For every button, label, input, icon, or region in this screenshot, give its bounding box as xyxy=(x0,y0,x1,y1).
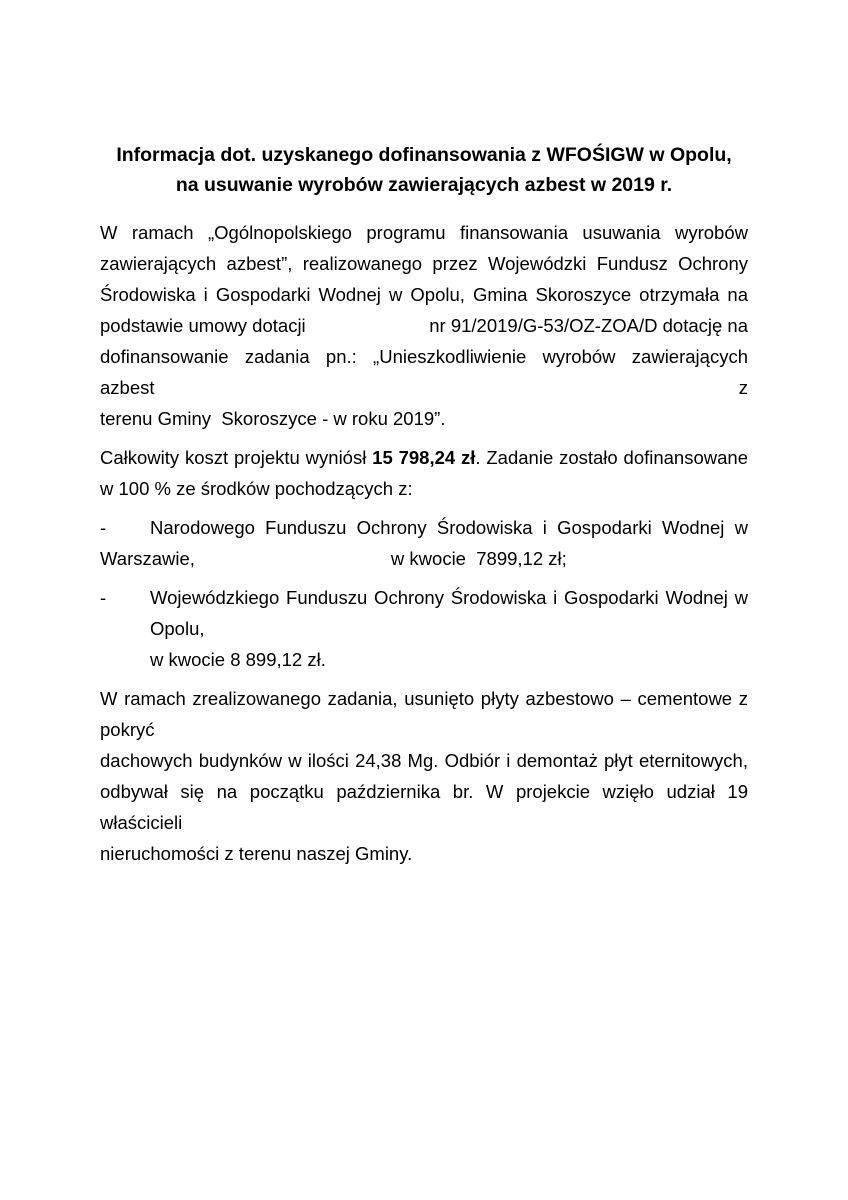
bullet-dash: - xyxy=(100,587,107,608)
title-line: Informacja dot. uzyskanego dofinansowania z WFOŚIGW w Opolu, xyxy=(116,144,732,166)
title-line: na usuwanie wyrobów zawierających azbest w 2019 r. xyxy=(175,174,673,196)
text-run: . Zadanie zostało dofinansowane xyxy=(475,447,748,468)
bullet-dash: - xyxy=(100,517,107,538)
text-run: w kwocie 7899,12 zł; xyxy=(390,548,567,569)
text-line: zawierających azbest”, realizowanego przez Wojewódzki Fundusz Ochrony xyxy=(100,253,748,274)
paragraph xyxy=(100,217,748,434)
text-run: 15 798,24 zł xyxy=(372,447,476,468)
document-body xyxy=(100,217,748,869)
paragraph xyxy=(100,683,748,869)
text-line: W ramach „Ogólnopolskiego programu finansowania usuwania wyrobów xyxy=(100,222,748,243)
text-run: Warszawie, xyxy=(100,548,195,569)
text-line: Środowiska i Gospodarki Wodnej w Opolu, Gmina Skoroszyce otrzymała na xyxy=(100,284,748,305)
text-line: odbywał się na początku października br. W projekcie wzięło udział 19 właścicieli xyxy=(100,781,748,833)
text-run: nr 91/2019/G-53/OZ-ZOA/D dotację na xyxy=(429,315,748,336)
text-line: terenu Gminy Skoroszyce - w roku 2019”. xyxy=(100,408,446,429)
paragraph xyxy=(100,512,748,574)
paragraph xyxy=(100,442,748,504)
text-line: w kwocie 8 899,12 zł. xyxy=(150,649,326,670)
text-run: Narodowego Funduszu Ochrony Środowiska i Gospodarki Wodnej w xyxy=(150,517,748,538)
paragraph xyxy=(100,582,748,675)
text-run: Całkowity koszt projektu wyniósł xyxy=(100,447,373,468)
text-run: Wojewódzkiego Funduszu Ochrony Środowiska i Gospodarki Wodnej w Opolu, xyxy=(150,587,748,639)
text-line xyxy=(100,442,748,473)
text-line xyxy=(100,310,748,341)
text-line: w 100 % ze środków pochodzących z: xyxy=(100,478,413,499)
text-line xyxy=(100,512,748,543)
text-line: dachowych budynków w ilości 24,38 Mg. Odbiór i demontaż płyt eternitowych, xyxy=(100,750,748,771)
document-content xyxy=(100,140,748,877)
text-line xyxy=(100,582,748,644)
text-line xyxy=(100,543,748,574)
text-line: nieruchomości z terenu naszej Gminy. xyxy=(100,843,413,864)
document-title xyxy=(100,140,748,200)
text-run: podstawie umowy dotacji xyxy=(100,315,306,336)
text-line: dofinansowanie zadania pn.: „Unieszkodliwienie wyrobów zawierających azbest z xyxy=(100,346,748,398)
text-line: W ramach zrealizowanego zadania, usunięto płyty azbestowo – cementowe z pokryć xyxy=(100,688,748,740)
